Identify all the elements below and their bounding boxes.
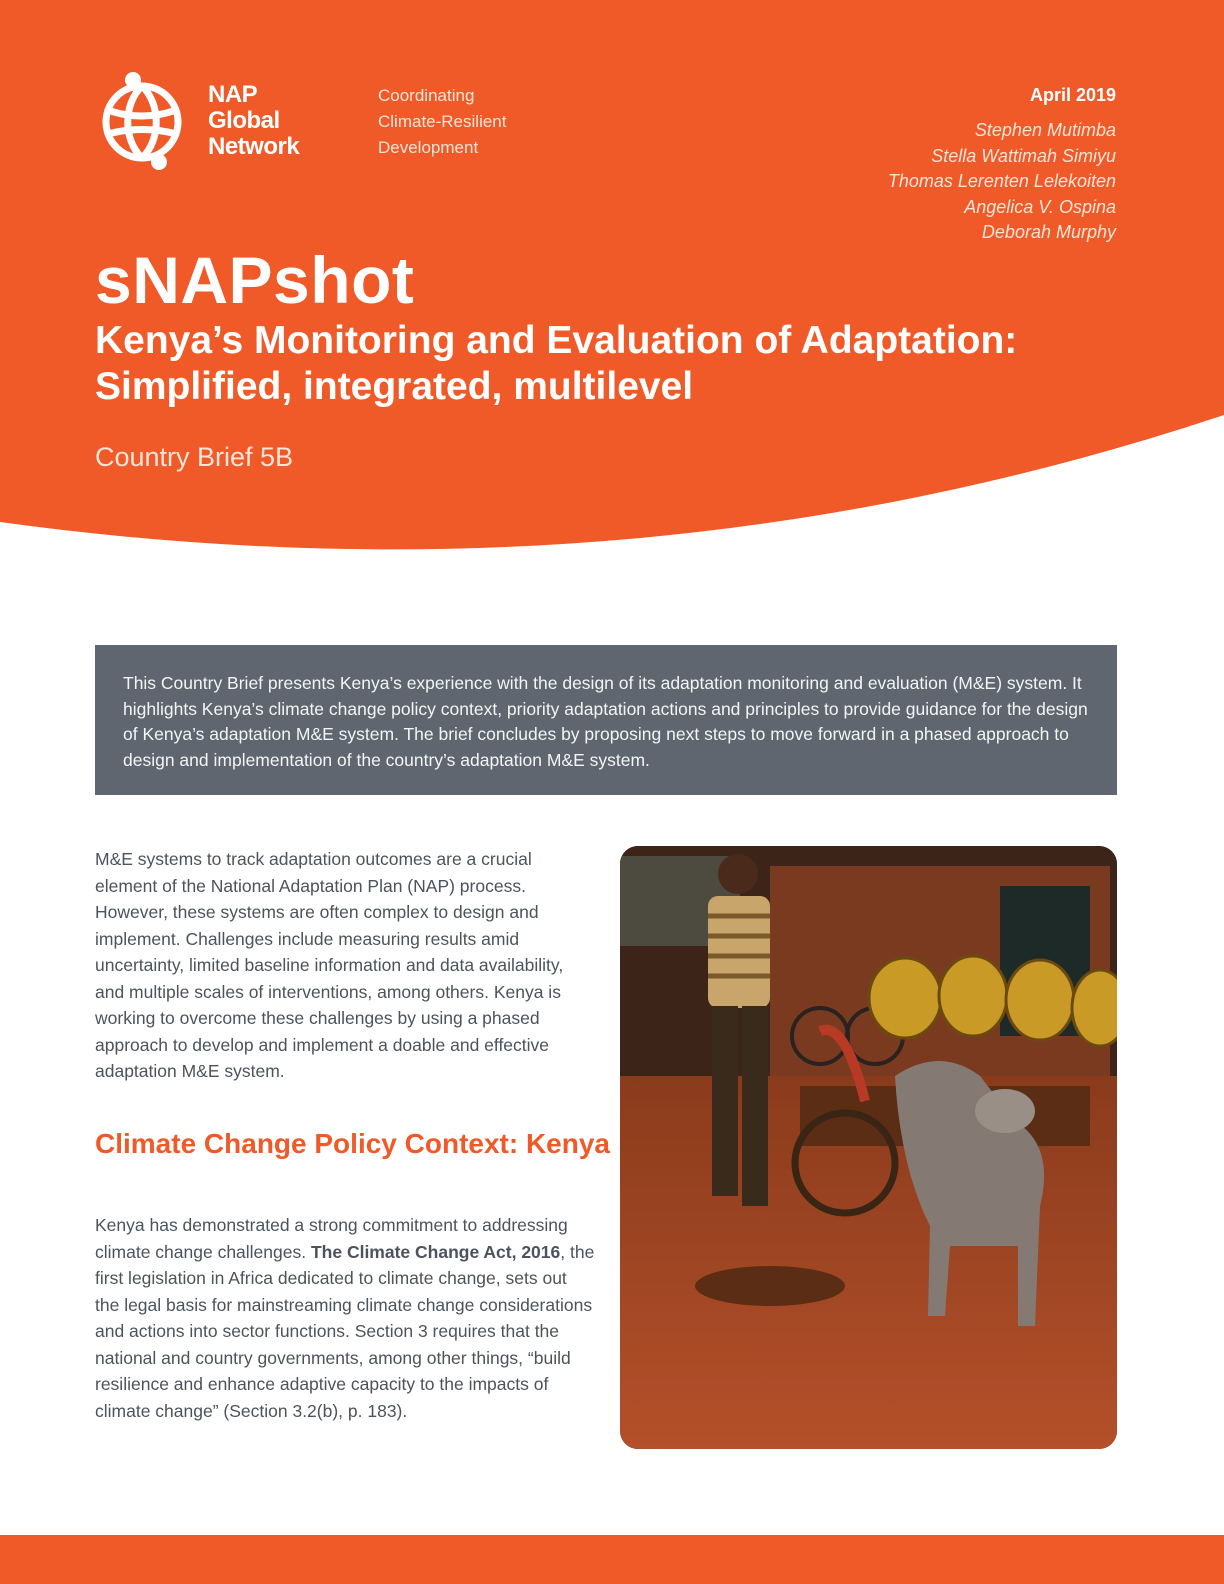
tagline-line: Coordinating [378,86,475,105]
tagline-line: Climate-Resilient [378,112,507,131]
author: Deborah Murphy [981,222,1116,242]
org-line: Network [208,133,300,160]
act-name: The Climate Change Act, 2016 [310,1241,561,1262]
paragraph-text: , the first legislation in Africa dedicated to climate change, sets out the legal basis for mainstreaming climate change considerations and actions into sector functions. Section 3 requires that the national and country governments, among other things, “build resilience and enhance adaptive capacity to the impacts of climate change” (Section 3.2(b), p. 183). [95,1241,595,1421]
paragraph-text: Kenya has demonstrated a strong commitment to addressing climate change challenges. [95,1215,568,1262]
author: Stella Wattimah Simiyu [931,145,1116,166]
organization-name [208,82,299,160]
author: Angelica V. Ospina [964,196,1116,217]
series-brand: sNAPshot [95,243,415,317]
footer-bar [0,1535,1224,1584]
donkey-cart-photo [620,846,1117,1449]
author: Stephen Mutimba [974,120,1116,140]
org-line: NAP [208,81,258,108]
author-list [888,118,1116,246]
policy-paragraph [95,1212,595,1424]
abstract-box: This Country Brief presents Kenya’s experience with the design of its adaptation monitoring and evaluation (M&E) system. It highlights Kenya’s climate change policy context, priority adaptation actions and principles to provide guidance for the design of Kenya’s adaptation M&E system. The brief concludes by proposing next steps to move forward in a phased approach to design and implementation of the country’s adaptation M&E system. [95,645,1117,795]
section-heading: Climate Change Policy Context: Kenya [95,1128,611,1159]
document-subtitle: Country Brief 5B [95,442,294,472]
tagline-line: Development [378,138,479,157]
tagline [378,83,506,161]
org-line: Global [208,107,280,134]
author: Thomas Lerenten Lelekoiten [887,171,1116,191]
globe-icon [95,70,195,170]
document-title: Kenya’s Monitoring and Evaluation of Adaptation: Simplified, integrated, multilevel [95,319,1018,408]
intro-paragraph: M&E systems to track adaptation outcomes are a crucial element of the National Adaptation Plan (NAP) process. However, these systems are often complex to design and implement. Challenges include measuring results amid uncertainty, limited baseline information and data availability, and multiple scales of interventions, among others. Kenya is working to overcome these challenges by using a phased approach to develop and implement a doable and effective adaptation M&E system. [95,849,564,1081]
publication-date: April 2019 [1029,85,1116,105]
